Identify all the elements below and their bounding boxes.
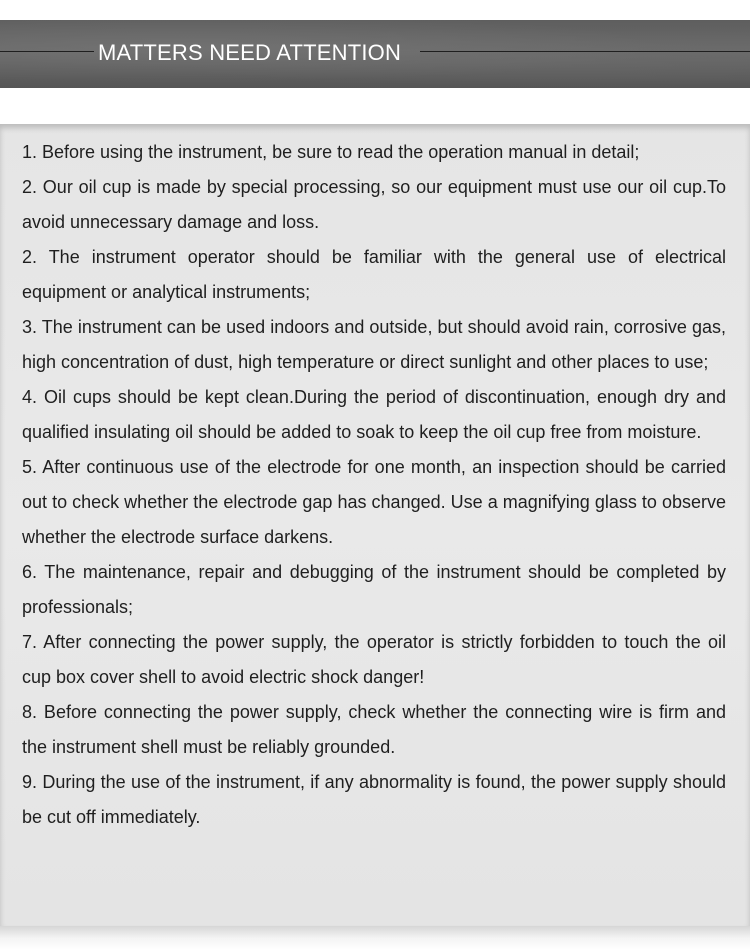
header-rule-left xyxy=(0,51,94,52)
header-spacer xyxy=(0,88,750,124)
top-margin xyxy=(0,0,750,20)
notice-item: 6. The maintenance, repair and debugging of the instrument should be completed by professionals; xyxy=(22,562,726,617)
notice-item: 5. After continuous use of the electrode for one month, an inspection should be carried out to check whether the electrode gap has changed. Use a magnifying glass to observe whether the electrode surface darkens. xyxy=(22,457,726,547)
bottom-shadow xyxy=(0,926,750,950)
notice-item: 1. Before using the instrument, be sure to read the operation manual in detail; xyxy=(22,142,640,162)
notice-item: 2. Our oil cup is made by special processing, so our equipment must use our oil cup.To avoid unnecessary damage and loss. xyxy=(22,177,726,232)
notice-item: 4. Oil cups should be kept clean.During the period of discontinuation, enough dry and qualified insulating oil should be added to soak to keep the oil cup free from moisture. xyxy=(22,387,726,442)
notice-list xyxy=(22,135,726,835)
notice-item: 2. The instrument operator should be familiar with the general use of electrical equipment or analytical instruments; xyxy=(22,247,726,302)
header-rule-right xyxy=(420,51,750,52)
header-banner xyxy=(0,20,750,88)
notice-item: 7. After connecting the power supply, the operator is strictly forbidden to touch the oil cup box cover shell to avoid electric shock danger! xyxy=(22,632,726,687)
notice-panel xyxy=(0,124,750,926)
notice-item: 9. During the use of the instrument, if any abnormality is found, the power supply should be cut off immediately. xyxy=(22,772,726,827)
notice-item: 8. Before connecting the power supply, check whether the connecting wire is firm and the instrument shell must be reliably grounded. xyxy=(22,702,726,757)
notice-item: 3. The instrument can be used indoors and outside, but should avoid rain, corrosive gas, high concentration of dust, high temperature or direct sunlight and other places to use; xyxy=(22,317,726,372)
page-title: MATTERS NEED ATTENTION xyxy=(98,40,402,65)
